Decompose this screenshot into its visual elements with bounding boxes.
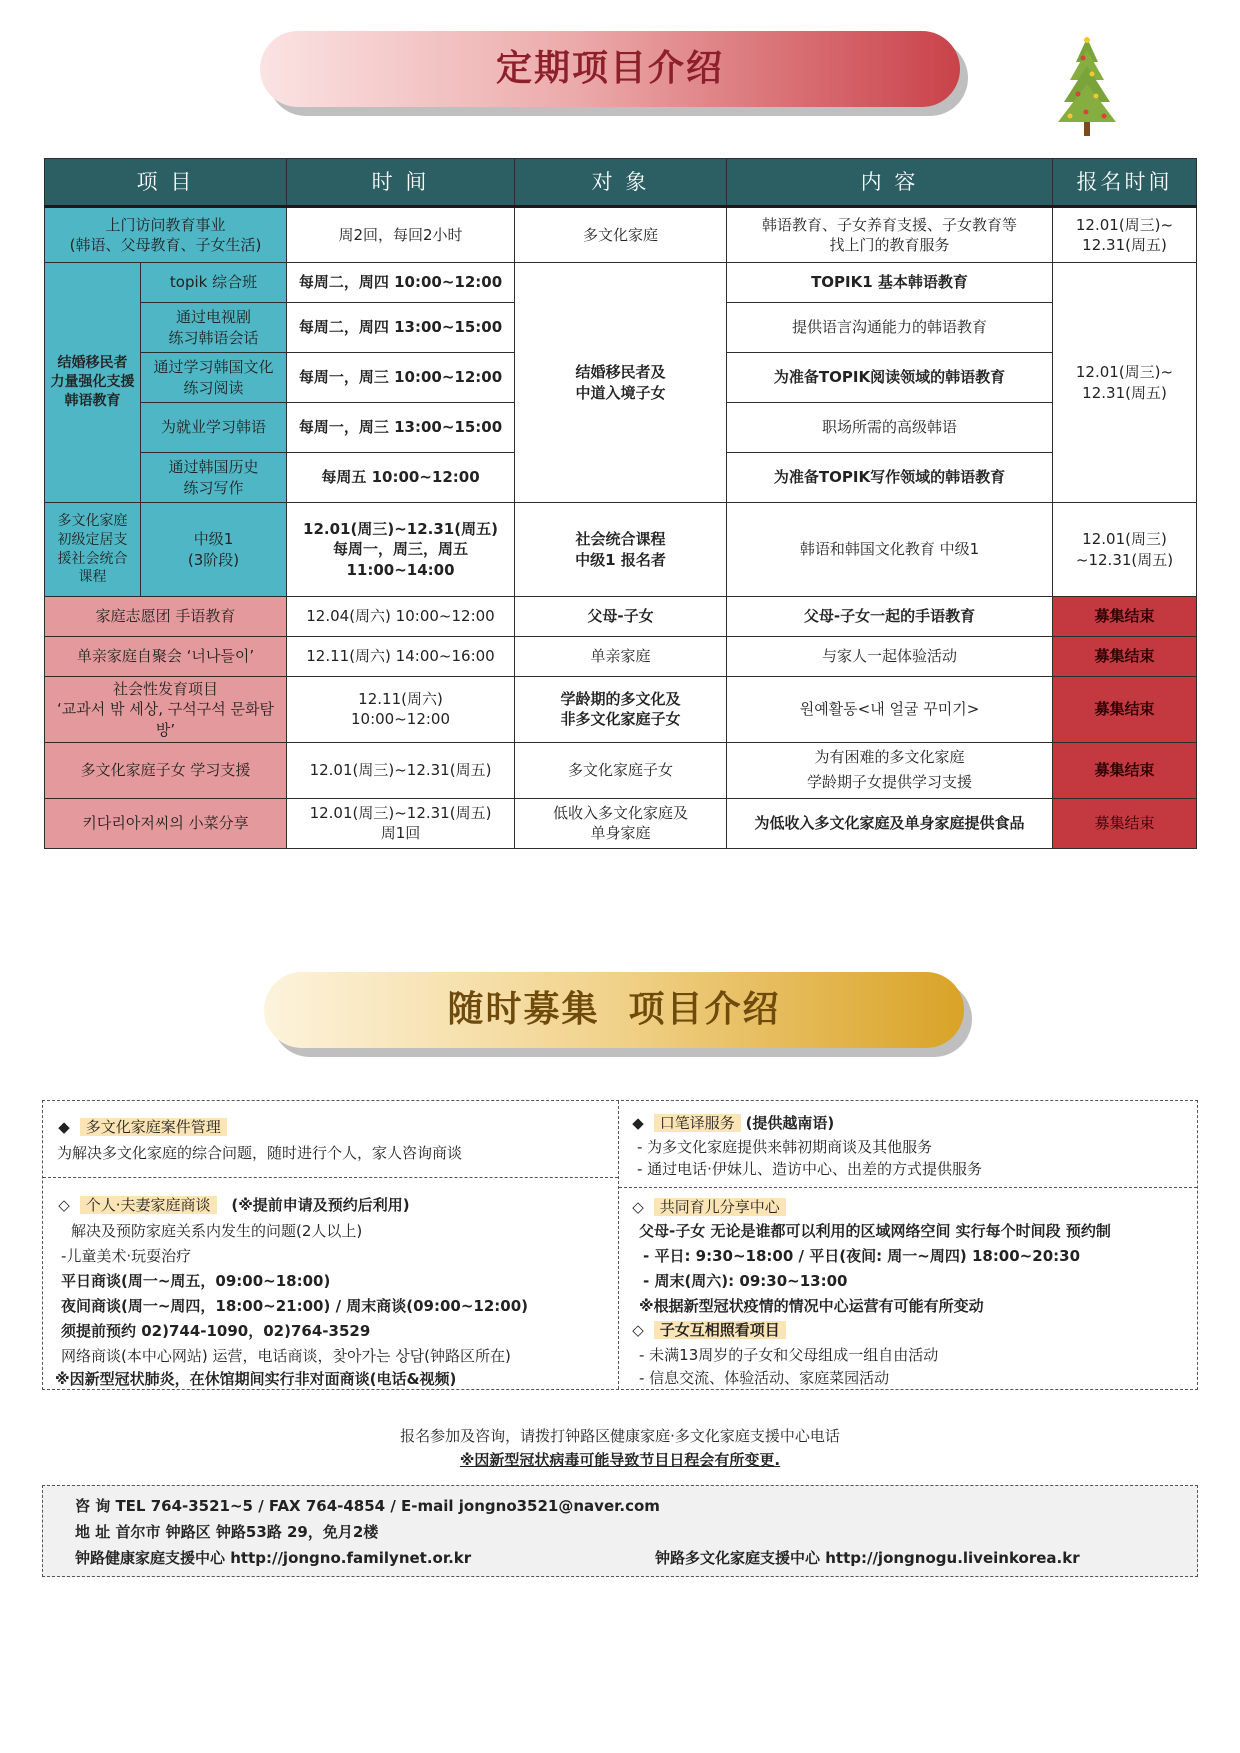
footer-notes	[0, 1424, 1240, 1472]
table-row	[45, 637, 1197, 677]
time-cell: 每周一，周三 13:00~15:00	[287, 403, 515, 453]
anytime-programs-banner	[264, 972, 964, 1048]
time-cell: 每周五 10:00~12:00	[287, 453, 515, 503]
translation-title: 口笔译服务	[654, 1114, 741, 1132]
covid-note: ※因新型冠状病毒可能导致节目日程会有所变更.	[459, 1451, 781, 1469]
translation-heading	[627, 1113, 834, 1133]
time-cell: 12.01(周三)~12.31(周五)	[287, 742, 515, 798]
childcare-line: 父母-子女 无论是谁都可以利用的区域网络空间 实行每个时间段 预约制	[639, 1222, 1111, 1240]
divider	[43, 1177, 618, 1178]
header-signup: 报名时间	[1053, 159, 1197, 207]
contact-box	[42, 1485, 1198, 1577]
content-cell: 提供语言沟通能力的韩语教育	[727, 303, 1053, 353]
target-cell: 单亲家庭	[515, 637, 727, 677]
child-care-line: - 未满13周岁的子女和父母组成一组自由活动	[639, 1346, 939, 1364]
contact-line: 咨 询 TEL 764-3521~5 / FAX 764-4854 / E-mail jongno3521@naver.com	[75, 1497, 660, 1515]
translation-line: - 为多文化家庭提供来韩初期商谈及其他服务	[637, 1138, 933, 1156]
case-management-title: 多文化家庭案件管理	[80, 1118, 227, 1136]
time-cell: 每周二，周四 10:00~12:00	[287, 263, 515, 303]
time-cell: 12.11(周六) 14:00~16:00	[287, 637, 515, 677]
signup-status-cell: 募集结束	[1053, 677, 1197, 743]
time-cell: 周2回，每回2小时	[287, 207, 515, 263]
table-row	[45, 677, 1197, 743]
project-cell: 多文化家庭子女 学习支援	[45, 742, 287, 798]
signup-status-cell: 募集结束	[1053, 742, 1197, 798]
regular-programs-table	[44, 158, 1197, 849]
target-cell: 父母-子女	[515, 597, 727, 637]
diamond-outline-icon: ◇	[58, 1196, 70, 1214]
header-time: 时 间	[287, 159, 515, 207]
signup-cell: 12.01(周三) ~12.31(周五)	[1053, 503, 1197, 597]
subprogram-cell: 通过学习韩国文化 练习阅读	[141, 353, 287, 403]
time-cell: 12.11(周六) 10:00~12:00	[287, 677, 515, 743]
time-cell: 12.01(周三)~12.31(周五) 周1回	[287, 798, 515, 848]
counseling-line: -儿童美术·玩耍治疗	[61, 1247, 192, 1265]
child-care-project-heading	[627, 1320, 786, 1340]
healthy-family-center-link[interactable]: 钟路健康家庭支援中心 http://jongno.familynet.or.kr	[75, 1549, 472, 1567]
counseling-line: 须提前预约 02)744-1090，02)764-3529	[61, 1322, 371, 1340]
table-row	[45, 597, 1197, 637]
time-cell: 每周一，周三 10:00~12:00	[287, 353, 515, 403]
multicultural-center-link[interactable]: 钟路多文化家庭支援中心 http://jongnogu.liveinkorea.kr	[655, 1549, 1080, 1567]
content-cell: 원예활동<내 얼굴 꾸미기>	[727, 677, 1053, 743]
category-cell: 结婚移民者 力量强化支援 韩语教育	[45, 263, 141, 503]
content-cell: TOPIK1 基本韩语教育	[727, 263, 1053, 303]
project-cell: 上门访问教育事业 (韩语、父母教育、子女生活)	[45, 207, 287, 263]
subprogram-cell: 通过韩国历史 练习写作	[141, 453, 287, 503]
content-cell: 职场所需的高级韩语	[727, 403, 1053, 453]
counseling-line: ※因新型冠状肺炎，在休馆期间实行非对面商谈(电话&视频)	[55, 1370, 457, 1388]
divider	[619, 1187, 1197, 1188]
table-row	[45, 742, 1197, 798]
signup-status-cell: 募集结束	[1053, 637, 1197, 677]
info-right-column	[619, 1101, 1197, 1389]
target-cell: 多文化家庭	[515, 207, 727, 263]
diamond-filled-icon: ◆	[58, 1118, 70, 1136]
regular-programs-banner	[260, 31, 960, 107]
header-content: 内 容	[727, 159, 1053, 207]
subprogram-cell: topik 综合班	[141, 263, 287, 303]
regular-programs-title: 定期项目介绍	[495, 48, 724, 89]
case-management-heading	[53, 1117, 227, 1137]
case-management-desc: 为解决多文化家庭的综合问题，随时进行个人，家人咨询商谈	[57, 1144, 463, 1162]
project-cell: 家庭志愿团 手语教育	[45, 597, 287, 637]
header-project: 项 目	[45, 159, 287, 207]
signup-note: 报名参加及咨询，请拨打钟路区健康家庭·多文化家庭支援中心电话	[400, 1427, 840, 1445]
family-counseling-heading	[53, 1195, 410, 1215]
counseling-line: 网络商谈(本中心网站) 运营，电话商谈，찾아가는 상담(钟路区所在)	[61, 1347, 511, 1365]
childcare-line: ※根据新型冠状疫情的情况中心运营有可能有所变动	[639, 1297, 984, 1315]
category-cell: 多文化家庭 初级定居支 援社会统合 课程	[45, 503, 141, 597]
childcare-center-title: 共同育儿分享中心	[654, 1198, 786, 1216]
anytime-programs-title: 随时募集 项目介绍	[447, 989, 781, 1030]
content-cell: 父母-子女一起的手语教育	[727, 597, 1053, 637]
address-line: 地 址 首尔市 钟路区 钟路53路 29，免月2楼	[75, 1523, 379, 1541]
child-care-line: - 信息交流、体验活动、家庭菜园活动	[639, 1369, 890, 1387]
time-cell: 每周二，周四 13:00~15:00	[287, 303, 515, 353]
info-left-column	[43, 1101, 619, 1389]
table-row	[45, 207, 1197, 263]
translation-note: (提供越南语)	[745, 1114, 835, 1132]
signup-status-cell: 募集结束	[1053, 798, 1197, 848]
counseling-line: 解决及预防家庭关系内发生的问题(2人以上)	[71, 1222, 363, 1240]
target-cell: 学龄期的多文化及 非多文化家庭子女	[515, 677, 727, 743]
project-cell: 单亲家庭自聚会 ‘너나들이’	[45, 637, 287, 677]
christmas-tree-icon	[1056, 36, 1118, 136]
diamond-outline-icon: ◇	[632, 1198, 644, 1216]
subprogram-cell: 中级1 (3阶段)	[141, 503, 287, 597]
translation-line: - 通过电话·伊妹儿、造访中心、出差的方式提供服务	[637, 1160, 982, 1178]
target-cell: 多文化家庭子女	[515, 742, 727, 798]
project-cell: 키다리아저씨의 小菜分享	[45, 798, 287, 848]
content-cell: 为准备TOPIK写作领域的韩语教育	[727, 453, 1053, 503]
content-cell: 韩语和韩国文化教育 中级1	[727, 503, 1053, 597]
time-cell: 12.01(周三)~12.31(周五) 每周一，周三，周五 11:00~14:00	[287, 503, 515, 597]
signup-cell: 12.01(周三)~ 12.31(周五)	[1053, 263, 1197, 503]
target-cell: 低收入多文化家庭及 单身家庭	[515, 798, 727, 848]
content-cell: 为有困难的多文化家庭 学龄期子女提供学习支援	[727, 742, 1053, 798]
content-cell: 韩语教育、子女养育支援、子女教育等 找上门的教育服务	[727, 207, 1053, 263]
content-cell: 为低收入多文化家庭及单身家庭提供食品	[727, 798, 1053, 848]
child-care-project-title: 子女互相照看项目	[654, 1321, 786, 1339]
counseling-line: 平日商谈(周一~周五，09:00~18:00)	[61, 1272, 331, 1290]
diamond-outline-icon: ◇	[632, 1321, 644, 1339]
subprogram-cell: 通过电视剧 练习韩语会话	[141, 303, 287, 353]
signup-status-cell: 募集结束	[1053, 597, 1197, 637]
childcare-line: - 平日: 9:30~18:00 / 平日(夜间: 周一~周四) 18:00~20:30	[643, 1247, 1081, 1265]
family-counseling-note: (※提前申请及预约后利用)	[231, 1196, 410, 1214]
content-cell: 为准备TOPIK阅读领域的韩语教育	[727, 353, 1053, 403]
table-row	[45, 503, 1197, 597]
childcare-line: - 周末(周六): 09:30~13:00	[643, 1272, 848, 1290]
project-cell: 社会性发育项目 ‘교과서 밖 세상, 구석구석 문화탐방’	[45, 677, 287, 743]
target-cell: 结婚移民者及 中道入境子女	[515, 263, 727, 503]
content-cell: 与家人一起体验活动	[727, 637, 1053, 677]
time-cell: 12.04(周六) 10:00~12:00	[287, 597, 515, 637]
table-row	[45, 263, 1197, 303]
childcare-center-heading	[627, 1197, 786, 1217]
diamond-filled-icon: ◆	[632, 1114, 644, 1132]
subprogram-cell: 为就业学习韩语	[141, 403, 287, 453]
anytime-programs-box	[42, 1100, 1198, 1390]
target-cell: 社会统合课程 中级1 报名者	[515, 503, 727, 597]
counseling-line: 夜间商谈(周一~周四，18:00~21:00) / 周末商谈(09:00~12:00)	[61, 1297, 529, 1315]
family-counseling-title: 个人·夫妻家庭商谈	[80, 1196, 217, 1214]
header-target: 对 象	[515, 159, 727, 207]
table-row	[45, 798, 1197, 848]
signup-cell: 12.01(周三)~ 12.31(周五)	[1053, 207, 1197, 263]
